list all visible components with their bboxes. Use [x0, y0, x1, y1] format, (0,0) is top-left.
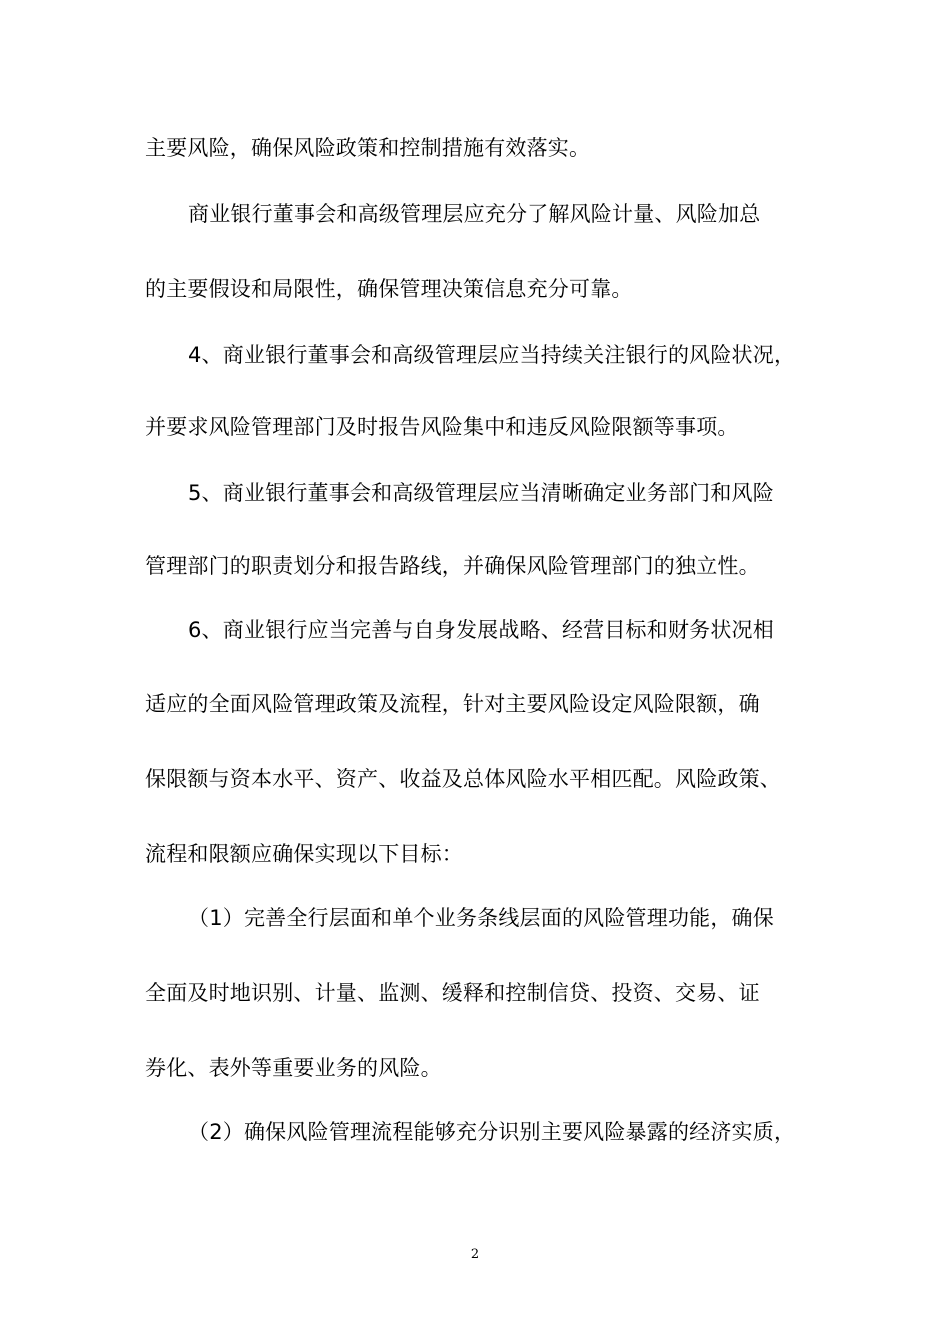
text-line: 主要风险，确保风险政策和控制措施有效落实。 [145, 136, 591, 160]
text-line: 适应的全面风险管理政策及流程，针对主要风险设定风险限额，确 [145, 692, 760, 716]
text-line: 4、商业银行董事会和高级管理层应当持续关注银行的风险状况， [188, 343, 796, 367]
text-line: 保限额与资本水平、资产、收益及总体风险水平相匹配。风险政策、 [145, 767, 781, 791]
text-line: 流程和限额应确保实现以下目标： [145, 842, 463, 866]
text-line: （1）完善全行层面和单个业务条线层面的风险管理功能，确保 [188, 906, 774, 930]
text-line: 5、商业银行董事会和高级管理层应当清晰确定业务部门和风险 [188, 481, 774, 505]
text-line: 券化、表外等重要业务的风险。 [145, 1056, 442, 1080]
text-line: 6、商业银行应当完善与自身发展战略、经营目标和财务状况相 [188, 618, 774, 642]
text-line: 商业银行董事会和高级管理层应充分了解风险计量、风险加总 [188, 202, 761, 226]
text-line: 并要求风险管理部门及时报告风险集中和违反风险限额等事项。 [145, 415, 739, 439]
text-line: 的主要假设和局限性，确保管理决策信息充分可靠。 [145, 277, 633, 301]
text-line: （2）确保风险管理流程能够充分识别主要风险暴露的经济实质， [188, 1120, 796, 1144]
page-number: 2 [470, 1247, 480, 1262]
text-line: 全面及时地识别、计量、监测、缓释和控制信贷、投资、交易、证 [145, 981, 760, 1005]
text-line: 管理部门的职责划分和报告路线，并确保风险管理部门的独立性。 [145, 554, 760, 578]
